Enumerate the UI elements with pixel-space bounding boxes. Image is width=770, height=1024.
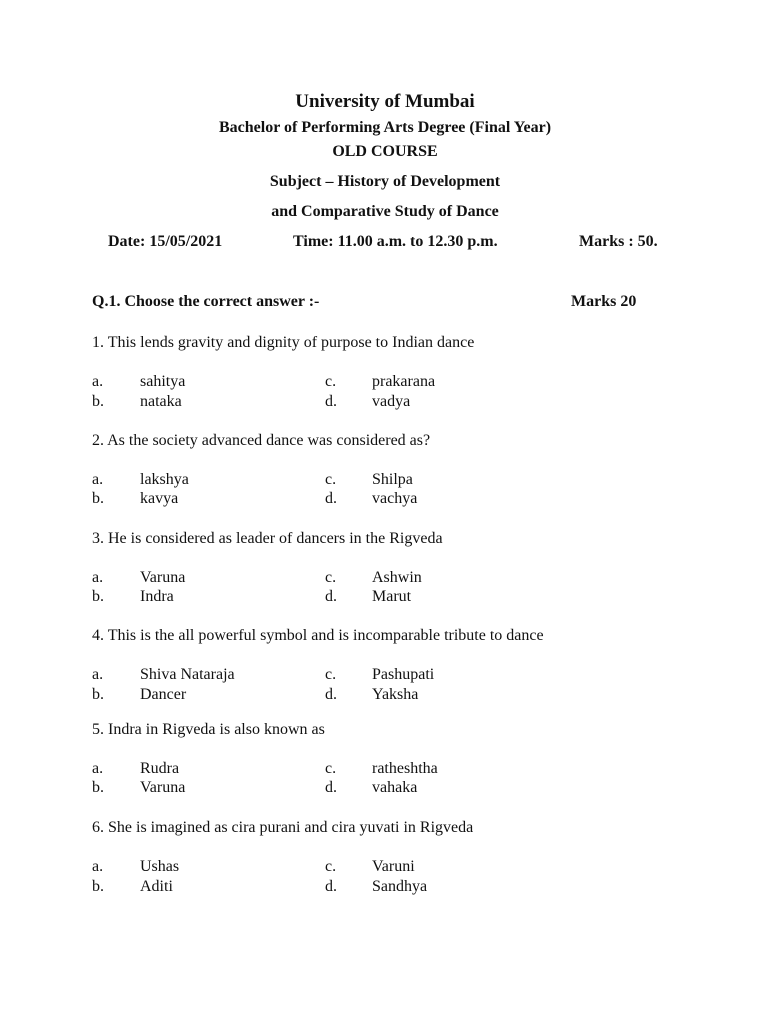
option-text: Dancer xyxy=(140,686,187,703)
total-marks: Marks : 50. xyxy=(579,233,658,250)
option-text: Varuna xyxy=(140,779,186,796)
option-letter: c. xyxy=(325,569,337,586)
option-letter: a. xyxy=(92,760,104,777)
option-text: Pashupati xyxy=(372,666,435,683)
option-letter: c. xyxy=(325,373,337,390)
option-text: nataka xyxy=(140,393,182,410)
option-letter: b. xyxy=(92,393,104,410)
university-title: University of Mumbai xyxy=(295,91,475,112)
option-letter: d. xyxy=(325,686,337,703)
question-text: 3. He is considered as leader of dancers in the Rigveda xyxy=(92,530,443,547)
option-letter: d. xyxy=(325,779,337,796)
option-text: Ushas xyxy=(140,858,180,875)
course-label: OLD COURSE xyxy=(332,143,438,160)
option-letter: b. xyxy=(92,686,104,703)
option-text: vachya xyxy=(372,490,418,507)
option-text: sahitya xyxy=(140,373,186,390)
question-text: 1. This lends gravity and dignity of purpose to Indian dance xyxy=(92,334,475,351)
option-text: vadya xyxy=(372,393,411,410)
subject-line-1: Subject – History of Development xyxy=(269,173,501,190)
subject-line-2: and Comparative Study of Dance xyxy=(271,203,499,220)
option-letter: d. xyxy=(325,878,337,895)
option-letter: c. xyxy=(325,666,337,683)
option-text: Aditi xyxy=(140,878,173,895)
option-text: ratheshtha xyxy=(372,760,438,777)
option-text: Indra xyxy=(140,588,174,605)
option-text: Marut xyxy=(372,588,412,605)
option-text: lakshya xyxy=(140,471,189,488)
option-text: Yaksha xyxy=(372,686,419,703)
option-text: prakarana xyxy=(372,373,436,390)
option-letter: d. xyxy=(325,490,337,507)
option-text: Sandhya xyxy=(372,878,428,895)
option-letter: a. xyxy=(92,666,104,683)
option-text: kavya xyxy=(140,490,179,507)
option-text: Varuni xyxy=(372,858,415,875)
question-text: 5. Indra in Rigveda is also known as xyxy=(92,721,325,738)
section-marks: Marks 20 xyxy=(571,293,637,310)
option-letter: b. xyxy=(92,490,104,507)
option-letter: b. xyxy=(92,878,104,895)
option-letter: a. xyxy=(92,858,104,875)
option-letter: a. xyxy=(92,373,104,390)
option-letter: a. xyxy=(92,471,104,488)
option-letter: c. xyxy=(325,471,337,488)
option-text: Shiva Nataraja xyxy=(140,666,235,683)
question-text: 4. This is the all powerful symbol and is incomparable tribute to dance xyxy=(92,627,544,644)
question-text: 6. She is imagined as cira purani and cira yuvati in Rigveda xyxy=(92,819,474,836)
option-text: Rudra xyxy=(140,760,180,777)
question-text: 2. As the society advanced dance was considered as? xyxy=(92,432,431,449)
option-text: Ashwin xyxy=(372,569,422,586)
option-letter: b. xyxy=(92,779,104,796)
exam-date: Date: 15/05/2021 xyxy=(108,233,223,250)
option-letter: c. xyxy=(325,858,337,875)
option-letter: a. xyxy=(92,569,104,586)
option-text: Shilpa xyxy=(372,471,413,488)
option-letter: b. xyxy=(92,588,104,605)
section-heading: Q.1. Choose the correct answer :- xyxy=(92,293,320,310)
option-letter: d. xyxy=(325,393,337,410)
option-text: vahaka xyxy=(372,779,418,796)
option-letter: d. xyxy=(325,588,337,605)
degree-title: Bachelor of Performing Arts Degree (Final Year) xyxy=(218,119,552,136)
option-text: Varuna xyxy=(140,569,186,586)
option-letter: c. xyxy=(325,760,337,777)
exam-time: Time: 11.00 a.m. to 12.30 p.m. xyxy=(293,233,498,250)
